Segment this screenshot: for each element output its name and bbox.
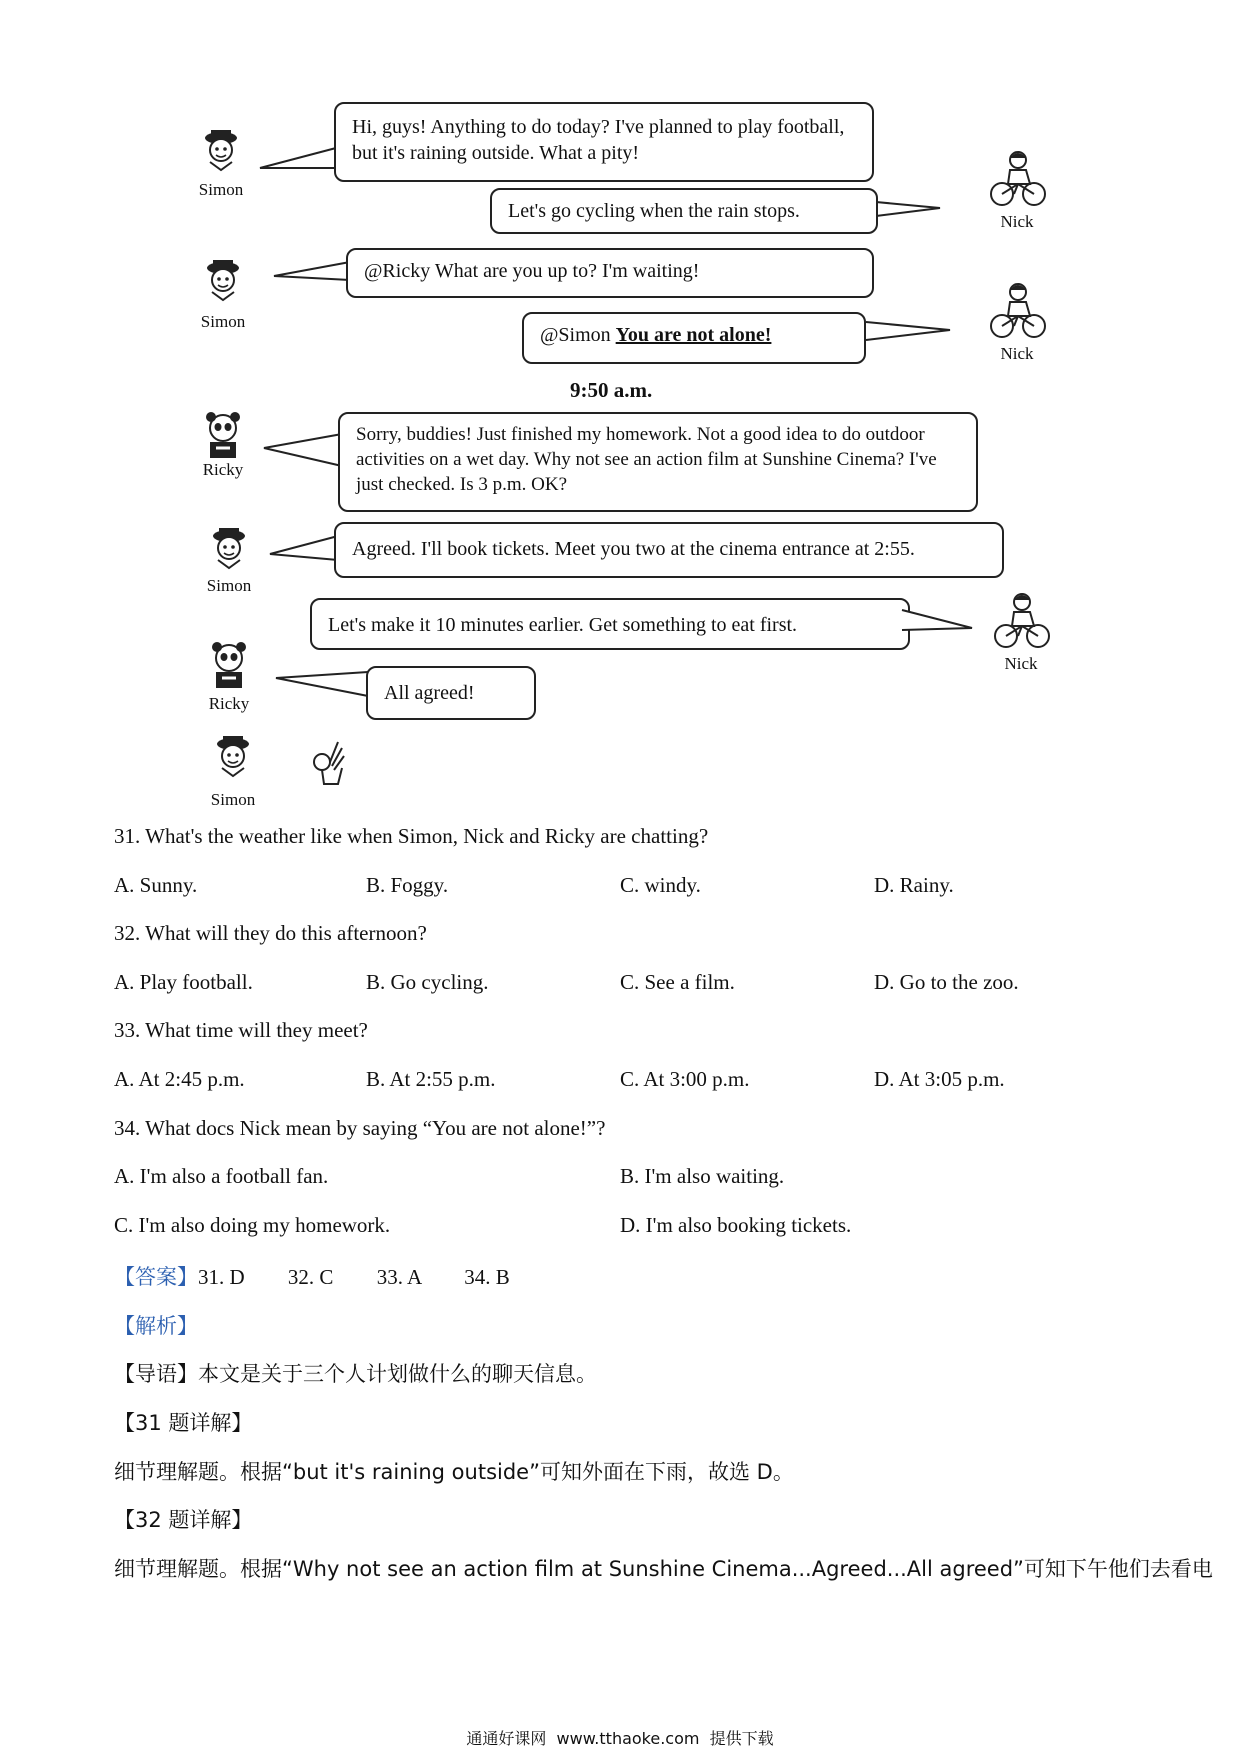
page-footer: 通通好课网 www.tthaoke.com 提供下载 <box>466 1729 774 1748</box>
simon-name: Simon <box>200 312 246 331</box>
q32-option-c: C. See a film. <box>620 970 735 994</box>
simon-name: Simon <box>210 790 256 809</box>
q34-option-c: C. I'm also doing my homework. <box>114 1213 391 1237</box>
bubble-tail <box>272 258 352 288</box>
q32-detail-text: 细节理解题。根据“Why not see an action film at Sunshine Cinema...Agreed...All agreed”可知下午他们去看电 <box>114 1557 1213 1581</box>
simon-avatar-icon <box>196 128 248 174</box>
answer-row <box>114 1261 510 1291</box>
chat-bubble-1: Hi, guys! Anything to do today? I've planned to play football, but it's raining outside. What a pity! <box>334 102 874 182</box>
answer-33: 33. A <box>376 1265 422 1289</box>
ricky-avatar-icon <box>198 410 250 460</box>
bubble-tail <box>258 140 338 180</box>
chat-bubble-2: Let's go cycling when the rain stops. <box>490 188 878 234</box>
chat-bubble-7: Let's make it 10 minutes earlier. Get something to eat first. <box>310 598 910 650</box>
q34-option-b: B. I'm also waiting. <box>620 1164 785 1188</box>
bubble-tail <box>900 606 976 636</box>
ricky-name: Ricky <box>208 694 250 713</box>
q33-option-b: B. At 2:55 p.m. <box>366 1067 496 1091</box>
bubble-tail <box>274 670 370 700</box>
q33-option-c: C. At 3:00 p.m. <box>620 1067 750 1091</box>
q32-option-b: B. Go cycling. <box>366 970 489 994</box>
emphasis-text: You are not alone! <box>615 324 772 346</box>
nick-name: Nick <box>1000 344 1034 363</box>
answer-label: 【答案】 <box>114 1265 198 1289</box>
chat-bubble-6: Agreed. I'll book tickets. Meet you two at the cinema entrance at 2:55. <box>334 522 1004 578</box>
q31-detail-heading: 【31 题详解】 <box>114 1411 253 1435</box>
analysis-label: 【解析】 <box>114 1314 198 1338</box>
q32-detail-heading: 【32 题详解】 <box>114 1508 253 1532</box>
question-33: 33. What time will they meet? <box>114 1018 368 1042</box>
question-32: 32. What will they do this afternoon? <box>114 921 427 945</box>
bubble-tail <box>268 534 340 564</box>
bubble-tail <box>262 430 344 470</box>
ok-hand-icon <box>308 738 348 788</box>
chat-bubble-3: @Ricky What are you up to? I'm waiting! <box>346 248 874 298</box>
q31-option-c: C. windy. <box>620 873 701 897</box>
question-31: 31. What's the weather like when Simon, Nick and Ricky are chatting? <box>114 824 709 848</box>
answer-32: 32. C <box>287 1265 334 1289</box>
simon-avatar-icon <box>208 734 260 780</box>
nick-name: Nick <box>1004 654 1038 673</box>
answer-34: 34. B <box>464 1265 510 1289</box>
nick-avatar-icon <box>988 282 1048 340</box>
q32-option-a: A. Play football. <box>114 970 253 994</box>
simon-avatar-icon <box>204 526 256 572</box>
nick-avatar-icon <box>992 592 1052 650</box>
bubble-tail <box>864 318 954 348</box>
simon-name: Simon <box>206 576 252 595</box>
q31-option-d: D. Rainy. <box>874 873 954 897</box>
analysis-intro: 【导语】本文是关于三个人计划做什么的聊天信息。 <box>114 1362 597 1386</box>
nick-avatar-icon <box>988 150 1048 208</box>
q34-option-d: D. I'm also booking tickets. <box>620 1213 852 1237</box>
simon-name: Simon <box>198 180 244 199</box>
answer-31: 31. D <box>198 1265 245 1289</box>
bubble-tail <box>874 196 944 226</box>
chat-bubble-4 <box>522 312 866 364</box>
question-34: 34. What docs Nick mean by saying “You are not alone!”? <box>114 1116 606 1140</box>
chat-bubble-8: All agreed! <box>366 666 536 720</box>
simon-avatar-icon <box>198 258 250 304</box>
q31-detail-text: 细节理解题。根据“but it's raining outside”可知外面在下雨，故选 D。 <box>114 1460 794 1484</box>
q34-option-a: A. I'm also a football fan. <box>114 1164 329 1188</box>
q31-option-b: B. Foggy. <box>366 873 449 897</box>
ricky-avatar-icon <box>204 640 256 690</box>
time-stamp: 9:50 a.m. <box>570 378 653 402</box>
ricky-name: Ricky <box>202 460 244 479</box>
nick-name: Nick <box>1000 212 1034 231</box>
mention: @Simon <box>540 324 616 346</box>
chat-bubble-5: Sorry, buddies! Just finished my homework. Not a good idea to do outdoor activities on a wet day. Why not see an action film at Sunshine Cinema? I've just checked. Is 3 p.m. OK? <box>338 412 978 512</box>
q33-option-d: D. At 3:05 p.m. <box>874 1067 1005 1091</box>
q31-option-a: A. Sunny. <box>114 873 198 897</box>
q32-option-d: D. Go to the zoo. <box>874 970 1019 994</box>
q33-option-a: A. At 2:45 p.m. <box>114 1067 245 1091</box>
